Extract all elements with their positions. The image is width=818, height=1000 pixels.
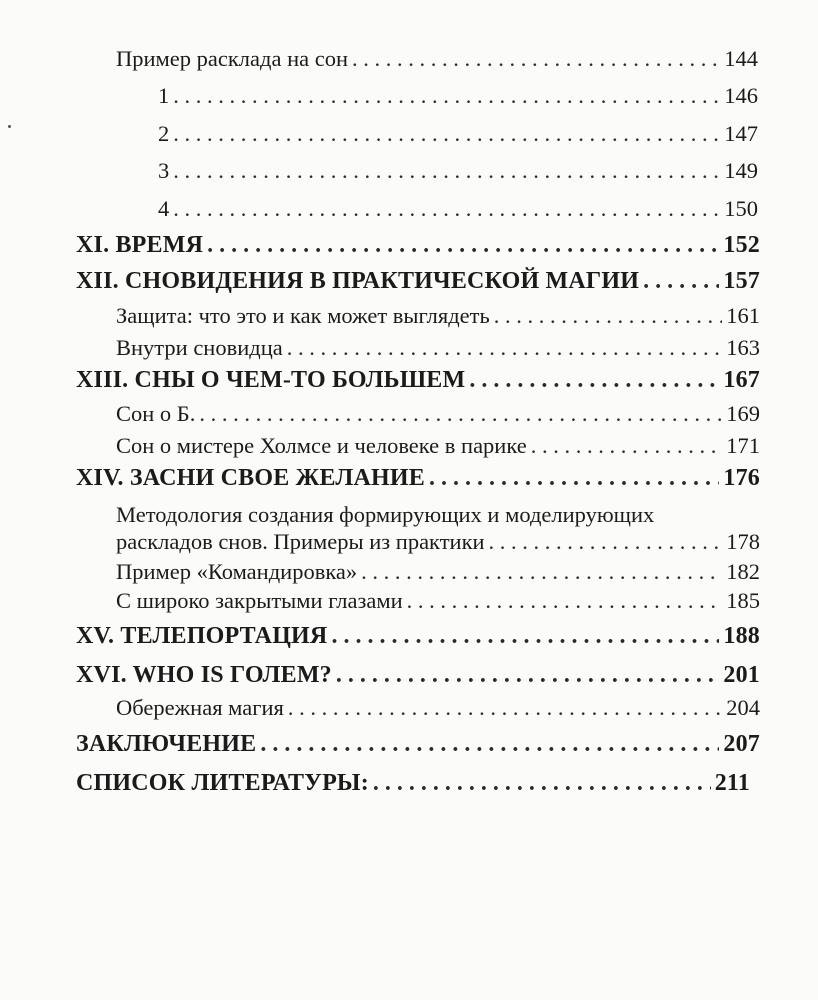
toc-chapter-page: 157: [723, 268, 760, 294]
dot-leader: [173, 196, 720, 222]
toc-entry: [116, 529, 760, 559]
toc-chapter: [76, 731, 760, 770]
toc-entry-page: 147: [724, 120, 758, 146]
toc-entry-page: 146: [724, 83, 758, 108]
toc-chapter: [76, 268, 760, 303]
toc-entry: [76, 401, 760, 433]
toc-chapter-page: 176: [723, 464, 760, 491]
toc-entry-title: Защита: что это и как может выглядеть: [116, 303, 490, 328]
toc-entry: [76, 83, 760, 121]
toc-entry: [76, 121, 760, 159]
toc-entry-page: 185: [726, 587, 760, 613]
toc-entry-title-line1: Методология создания формирующих и моделирующих: [116, 501, 655, 527]
toc-chapter-page: 152: [723, 231, 760, 258]
toc-entry-page: 150: [724, 195, 758, 221]
dot-leader: [173, 83, 720, 109]
dot-leader: [199, 401, 722, 427]
toc-chapter-title: XI. ВРЕМЯ: [76, 231, 204, 258]
dot-leader: [407, 588, 723, 614]
toc-entry-title: 1: [158, 83, 170, 108]
toc-entry-title: Пример «Командировка»: [116, 558, 358, 584]
dot-leader: [531, 433, 723, 459]
toc-entry-title: Пример расклада на сон: [116, 46, 348, 71]
toc-entry-title: Сон о Б.: [116, 400, 196, 426]
toc-entry-title: С широко закрытыми глазами: [116, 587, 403, 613]
toc-chapter: [76, 367, 760, 401]
toc-chapter-title: СПИСОК ЛИТЕРАТУРЫ:: [76, 769, 369, 796]
toc-chapter: [76, 770, 750, 807]
toc-entry-page: 149: [724, 158, 758, 183]
toc-entry-page: 161: [726, 303, 760, 328]
toc-chapter: [76, 465, 760, 501]
toc-entry-multiline: [76, 501, 760, 559]
toc-chapter-page: 211: [714, 769, 750, 796]
toc-entry-page: 163: [726, 334, 760, 360]
toc-entry-page: 204: [726, 694, 760, 720]
dot-leader: [173, 121, 720, 147]
toc-entry-title-line2: раскладов снов. Примеры из практики: [116, 528, 485, 554]
dot-leader: [373, 770, 711, 797]
dot-leader: [336, 662, 720, 689]
toc-entry-title: 3: [158, 158, 170, 183]
toc-chapter-title: ЗАКЛЮЧЕНИЕ: [76, 730, 257, 757]
dot-leader: [489, 529, 723, 555]
toc-entry-page: 182: [726, 558, 760, 584]
toc-entry-page: 171: [726, 432, 760, 458]
toc-entry-title: Обережная магия: [116, 694, 284, 720]
toc-entry-title: Сон о мистере Холмсе и человеке в парике: [116, 432, 527, 458]
dot-leader: [287, 335, 723, 361]
toc-entry-page: 178: [726, 528, 760, 554]
dot-leader: [352, 46, 720, 72]
toc-chapter-title: XV. ТЕЛЕПОРТАЦИЯ: [76, 622, 328, 649]
toc-entry-title: 4: [158, 195, 170, 221]
toc-entry: [76, 335, 760, 367]
toc-chapter-title: XIV. ЗАСНИ СВОЕ ЖЕЛАНИЕ: [76, 464, 425, 491]
toc-chapter-title: XII. СНОВИДЕНИЯ В ПРАКТИЧЕСКОЙ МАГИИ: [76, 268, 640, 294]
toc-chapter-title: XVI. WHO IS ГОЛЕМ?: [76, 661, 332, 688]
toc-chapter-title: XIII. СНЫ О ЧЕМ-ТО БОЛЬШЕМ: [76, 366, 466, 393]
toc-entry-title: 2: [158, 120, 170, 146]
dot-leader: [429, 465, 719, 492]
toc-entry: [76, 158, 760, 196]
dot-leader: [643, 268, 719, 295]
dot-leader: [494, 303, 723, 329]
toc-entry: [76, 695, 760, 731]
dot-leader: [469, 367, 719, 394]
dot-leader: [361, 559, 722, 585]
toc-chapter-page: 188: [723, 622, 760, 649]
print-speck: [8, 125, 11, 128]
toc-chapter-page: 167: [723, 366, 760, 393]
toc-chapter: [76, 232, 760, 269]
toc-entry: [76, 196, 760, 232]
toc-chapter: [76, 623, 760, 662]
toc-entry: [76, 588, 760, 623]
dot-leader: [260, 731, 719, 758]
toc-entry: [76, 46, 760, 83]
toc-chapter: [76, 662, 760, 695]
toc-entry-title: Внутри сновидца: [116, 334, 283, 360]
toc-entry-page: 144: [724, 46, 758, 71]
toc-entry: [76, 433, 760, 465]
dot-leader: [173, 158, 720, 184]
toc-chapter-page: 201: [723, 661, 760, 688]
toc-entry-page: 169: [726, 400, 760, 426]
dot-leader: [331, 623, 719, 650]
toc-chapter-page: 207: [723, 730, 760, 757]
dot-leader: [207, 232, 719, 259]
dot-leader: [288, 695, 722, 721]
toc-entry: [76, 559, 760, 588]
toc-entry: [76, 303, 760, 335]
table-of-contents: [76, 46, 760, 806]
